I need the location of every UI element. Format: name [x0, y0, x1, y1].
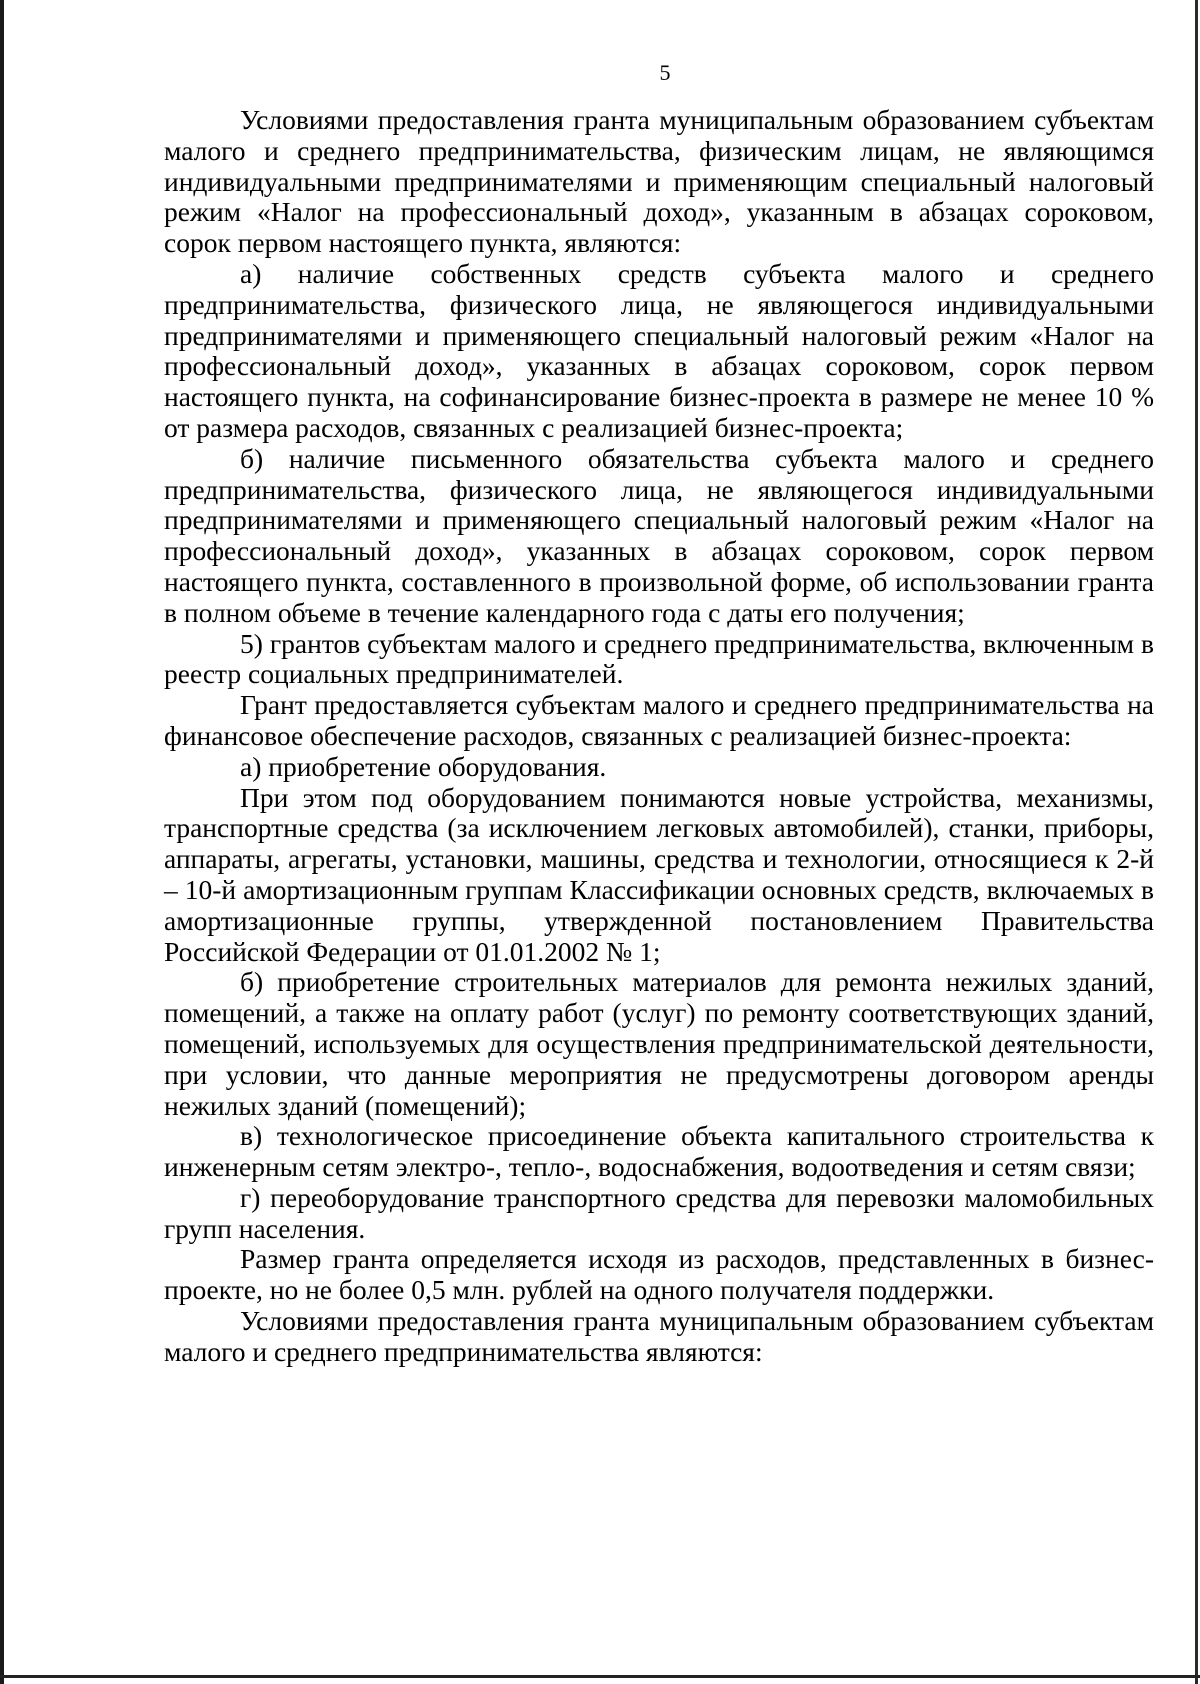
scan-border-right [1195, 0, 1198, 1684]
scan-border-bottom [0, 1675, 1200, 1678]
paragraph-item-a-equipment: а) приобретение оборудования. [240, 750, 607, 782]
paragraph-item-g-vehicle-conversion: г) переоборудование транспортного средства для перевозки маломобильных групп населения. [164, 1181, 1154, 1244]
paragraph-grant-size: Размер гранта определяется исходя из расходов, представленных в бизнес-проекте, но не более 0,5 млн. рублей на одного получателя поддержки. [164, 1243, 1154, 1306]
paragraph-grant-purpose: Грант предоставляется субъектам малого и среднего предпринимательства на финансовое обеспечение расходов, связанных с реализацией бизнес-проекта: [164, 689, 1154, 751]
paragraph-item-b-written-obligation: б) наличие письменного обязательства субъекта малого и среднего предпринимательства, физического лица, не являющегося индивидуальными предпринимателями и применяющего специальный налоговый режим «Налог на профессиональный доход», указанных в абзацах сороковом, сорок первом настоящего пункта, составленного в произвольной форме, об использовании гранта в полном объеме в течение календарного года с даты его получения; [164, 442, 1154, 628]
paragraph-item-a-own-funds: а) наличие собственных средств субъекта малого и среднего предпринимательства, физического лица, не являющегося индивидуальными предпринимателями и применяющего специальный налоговый режим «Налог на профессиональный доход», указанных в абзацах сороковом, сорок первом настоящего пункта, на софинансирование бизнес-проекта в размере не менее 10 % от размера расходов, связанных с реализацией бизнес-проекта; [164, 257, 1154, 443]
page-number: 5 [659, 60, 671, 85]
paragraph-item-b-building-materials: б) приобретение строительных материалов для ремонта нежилых зданий, помещений, а также на оплату работ (услуг) по ремонту соответствующих зданий, помещений, используемых для осуществления предпринимательской деятельности, при условии, что данные мероприятия не предусмотрены договором аренды нежилых зданий (помещений); [164, 966, 1154, 1121]
paragraph-item-5-social-entrepreneurs: 5) грантов субъектам малого и среднего предпринимательства, включенным в реестр социальных предпринимателей. [164, 627, 1154, 690]
document-body [164, 105, 1154, 1368]
paragraph-conditions-intro: Условиями предоставления гранта муниципальным образованием субъектам малого и среднего предпринимательства, физическим лицам, не являющимся индивидуальными предпринимателями и применяющим специальный налоговый режим «Налог на профессиональный доход», указанным в абзацах сороковом, сорок первом настоящего пункта, являются: [164, 104, 1154, 259]
scan-border-left [0, 0, 4, 1684]
paragraph-equipment-definition: При этом под оборудованием понимаются новые устройства, механизмы, транспортные средства (за исключением легковых автомобилей), станки, приборы, аппараты, агрегаты, установки, машины, средства и технологии, относящиеся к 2-й – 10-й амортизационным группам Классификации основных средств, включаемых в амортизационные группы, утвержденной постановлением Правительства Российской Федерации от 01.01.2002 № 1; [164, 781, 1154, 967]
paragraph-conditions-final: Условиями предоставления гранта муниципальным образованием субъектам малого и среднего предпринимательства являются: [164, 1305, 1154, 1367]
paragraph-item-v-connection: в) технологическое присоединение объекта капитального строительства к инженерным сетям электро-, тепло-, водоснабжения, водоотведения и сетям связи; [164, 1120, 1154, 1183]
